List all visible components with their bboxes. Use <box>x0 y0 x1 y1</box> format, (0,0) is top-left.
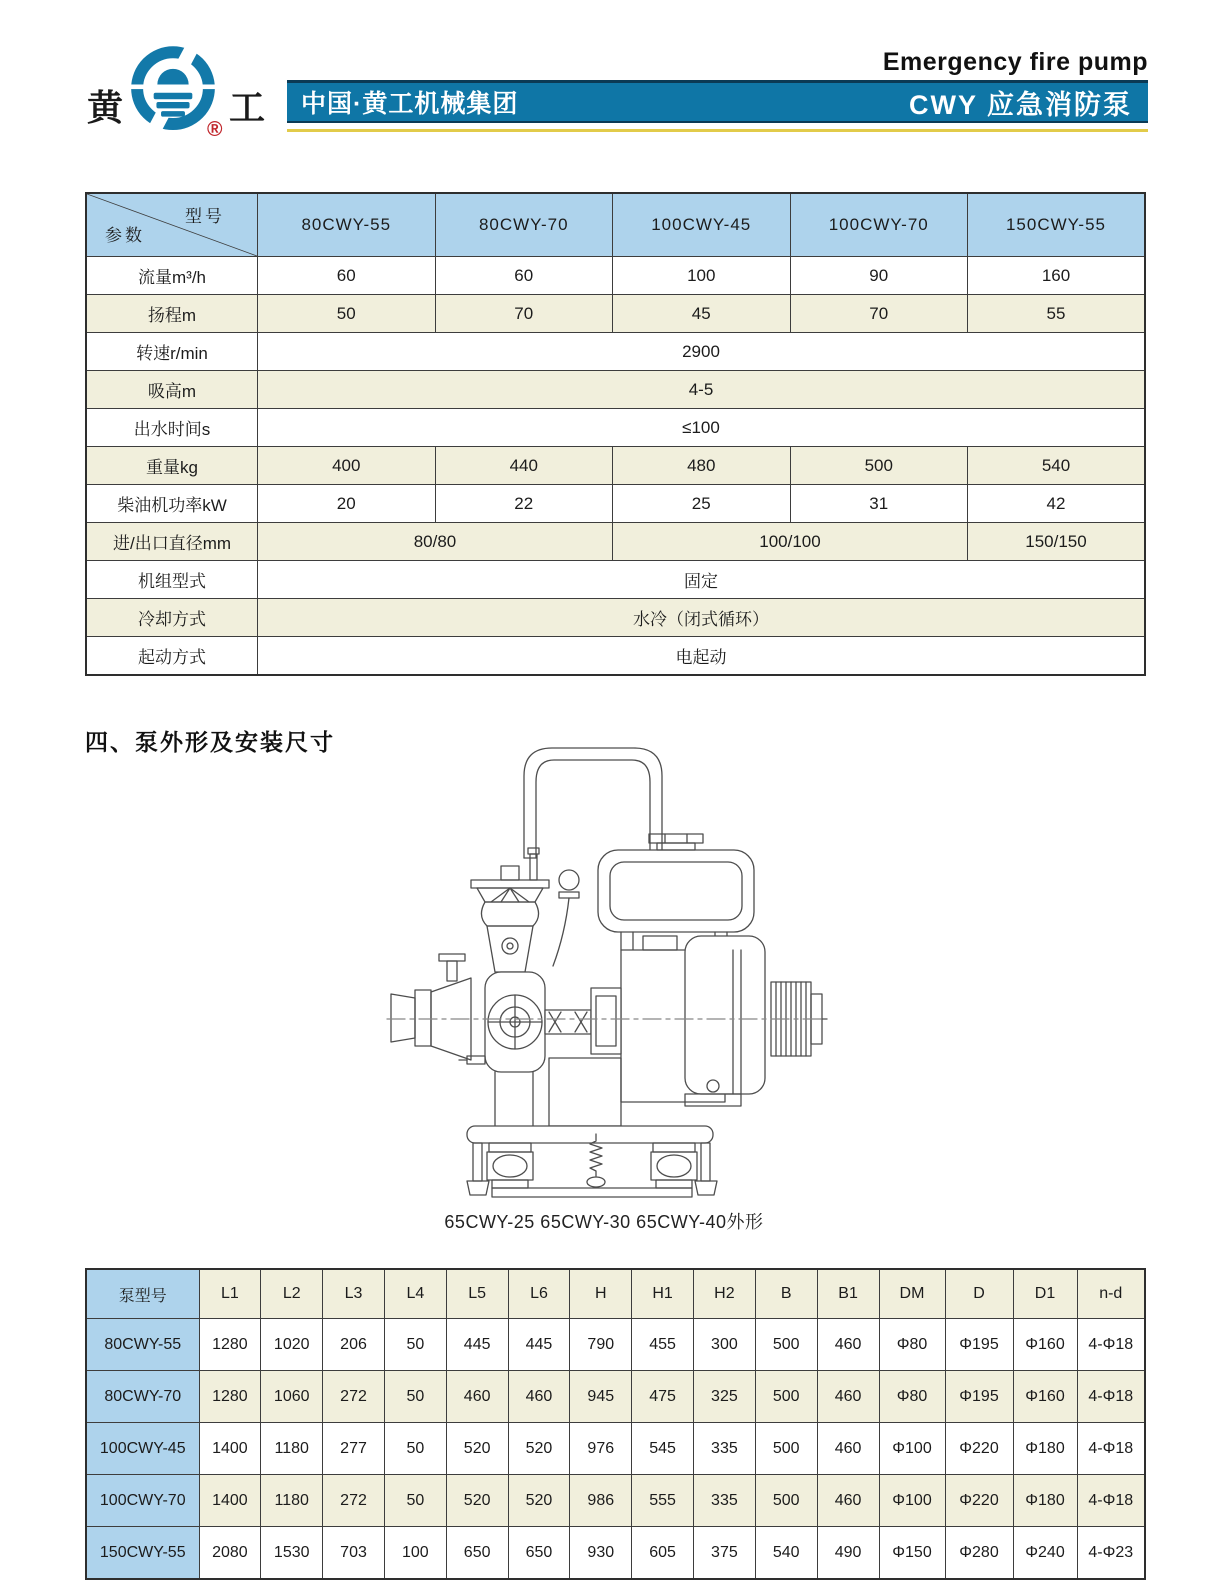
dims-value-cell: 1180 <box>261 1475 323 1527</box>
dims-value-cell: 455 <box>632 1319 694 1371</box>
spec-row-label: 转速r/min <box>86 333 258 371</box>
spec-row-label: 出水时间s <box>86 409 258 447</box>
spec-value-cell: 160 <box>968 257 1146 295</box>
dims-row <box>86 1475 1145 1527</box>
dims-col-header: B1 <box>817 1269 879 1319</box>
spec-row-label: 吸高m <box>86 371 258 409</box>
dims-value-cell: 555 <box>632 1475 694 1527</box>
dims-table-body <box>86 1319 1145 1580</box>
spec-row-label: 起动方式 <box>86 637 258 676</box>
corner-label-model: 型号 <box>185 207 225 226</box>
banner-company-name: 中国·黄工机械集团 <box>301 90 519 118</box>
spec-value-cell: 水冷（闭式循环） <box>258 599 1146 637</box>
spec-row <box>86 409 1145 447</box>
dims-value-cell: 986 <box>570 1475 632 1527</box>
spec-row <box>86 295 1145 333</box>
dims-value-cell: 325 <box>694 1371 756 1423</box>
dims-value-cell: 1530 <box>261 1527 323 1580</box>
dims-value-cell: Φ180 <box>1013 1475 1077 1527</box>
spec-value-cell: 500 <box>790 447 968 485</box>
dims-model-header: 泵型号 <box>86 1269 199 1319</box>
spec-value-cell: 90 <box>790 257 968 295</box>
dims-value-cell: 206 <box>323 1319 385 1371</box>
spec-header-row <box>86 193 1145 257</box>
dims-value-cell: 540 <box>755 1527 817 1580</box>
dims-value-cell: 976 <box>570 1423 632 1475</box>
dims-model-cell: 150CWY-55 <box>86 1527 199 1580</box>
drawing-caption: 65CWY-25 65CWY-30 65CWY-40外形 <box>444 1212 764 1232</box>
spec-value-cell: 20 <box>258 485 436 523</box>
dims-value-cell: Φ180 <box>1013 1423 1077 1475</box>
spec-value-cell: 固定 <box>258 561 1146 599</box>
banner-product-name: CWY 应急消防泵 <box>908 89 1132 120</box>
dims-col-header: L6 <box>508 1269 570 1319</box>
dims-value-cell: 545 <box>632 1423 694 1475</box>
dims-value-cell: 50 <box>384 1371 446 1423</box>
spec-row-label: 机组型式 <box>86 561 258 599</box>
spec-value-cell: 100 <box>613 257 791 295</box>
dims-value-cell: 445 <box>446 1319 508 1371</box>
dimensions-table <box>85 1268 1146 1580</box>
logo-right-char: 工 <box>229 87 266 128</box>
dims-col-header: L5 <box>446 1269 508 1319</box>
dims-value-cell: 50 <box>384 1475 446 1527</box>
dims-value-cell: 1400 <box>199 1423 261 1475</box>
dims-value-cell: 1180 <box>261 1423 323 1475</box>
dims-value-cell: 1280 <box>199 1371 261 1423</box>
spec-value-cell: 25 <box>613 485 791 523</box>
spec-row <box>86 561 1145 599</box>
spec-row <box>86 333 1145 371</box>
spec-table <box>85 192 1146 676</box>
dims-value-cell: 1060 <box>261 1371 323 1423</box>
dims-value-cell: 50 <box>384 1319 446 1371</box>
dims-value-cell: 520 <box>446 1475 508 1527</box>
dims-value-cell: 520 <box>446 1423 508 1475</box>
dims-value-cell: 490 <box>817 1527 879 1580</box>
logo-left-char: 黄 <box>87 87 124 128</box>
spec-value-cell: 70 <box>435 295 613 333</box>
dims-row <box>86 1371 1145 1423</box>
spec-value-cell: 4-5 <box>258 371 1146 409</box>
registered-trademark-icon: ® <box>207 118 223 141</box>
dims-value-cell: 2080 <box>199 1527 261 1580</box>
dims-value-cell: Φ100 <box>879 1475 945 1527</box>
dims-value-cell: 520 <box>508 1475 570 1527</box>
dims-value-cell: 277 <box>323 1423 385 1475</box>
dims-value-cell: 460 <box>817 1475 879 1527</box>
dims-col-header: L2 <box>261 1269 323 1319</box>
spec-value-cell: 60 <box>258 257 436 295</box>
dims-value-cell: 460 <box>508 1371 570 1423</box>
dims-col-header: n-d <box>1077 1269 1145 1319</box>
gold-divider <box>287 129 1148 132</box>
spec-value-cell: 22 <box>435 485 613 523</box>
dims-value-cell: 445 <box>508 1319 570 1371</box>
dims-value-cell: Φ160 <box>1013 1319 1077 1371</box>
dims-model-cell: 80CWY-70 <box>86 1371 199 1423</box>
dims-value-cell: Φ220 <box>945 1475 1013 1527</box>
dims-value-cell: 945 <box>570 1371 632 1423</box>
dims-value-cell: Φ195 <box>945 1319 1013 1371</box>
spec-row-label: 重量kg <box>86 447 258 485</box>
dims-value-cell: 4-Φ18 <box>1077 1371 1145 1423</box>
dims-header-row <box>86 1269 1145 1319</box>
dims-value-cell: 460 <box>446 1371 508 1423</box>
corner-label-param: 参数 <box>105 226 145 245</box>
dims-col-header: L1 <box>199 1269 261 1319</box>
dims-value-cell: 335 <box>694 1475 756 1527</box>
dims-col-header: D1 <box>1013 1269 1077 1319</box>
dims-value-cell: 335 <box>694 1423 756 1475</box>
dims-value-cell: 460 <box>817 1319 879 1371</box>
spec-row <box>86 447 1145 485</box>
dims-value-cell: Φ100 <box>879 1423 945 1475</box>
dims-value-cell: 272 <box>323 1371 385 1423</box>
spec-model-header: 80CWY-70 <box>435 193 613 257</box>
pump-outline-drawing <box>383 738 828 1200</box>
dims-value-cell: 272 <box>323 1475 385 1527</box>
spec-row <box>86 523 1145 561</box>
dims-value-cell: 4-Φ23 <box>1077 1527 1145 1580</box>
dims-value-cell: 703 <box>323 1527 385 1580</box>
dims-value-cell: Φ150 <box>879 1527 945 1580</box>
spec-value-cell: 电起动 <box>258 637 1146 676</box>
page-title-english: Emergency fire pump <box>882 48 1148 76</box>
dims-value-cell: 4-Φ18 <box>1077 1319 1145 1371</box>
spec-model-header: 100CWY-70 <box>790 193 968 257</box>
dims-value-cell: 375 <box>694 1527 756 1580</box>
spec-value-cell: 440 <box>435 447 613 485</box>
spec-row <box>86 637 1145 676</box>
dims-value-cell: 460 <box>817 1371 879 1423</box>
dims-value-cell: 50 <box>384 1423 446 1475</box>
dims-value-cell: Φ160 <box>1013 1371 1077 1423</box>
spec-row <box>86 599 1145 637</box>
dims-value-cell: Φ220 <box>945 1423 1013 1475</box>
spec-value-cell: 70 <box>790 295 968 333</box>
spec-value-cell: 31 <box>790 485 968 523</box>
dims-row <box>86 1423 1145 1475</box>
dims-value-cell: 1400 <box>199 1475 261 1527</box>
spec-row <box>86 371 1145 409</box>
dims-model-cell: 100CWY-70 <box>86 1475 199 1527</box>
spec-row <box>86 257 1145 295</box>
dims-row <box>86 1527 1145 1580</box>
spec-value-cell: 2900 <box>258 333 1146 371</box>
spec-model-header: 80CWY-55 <box>258 193 436 257</box>
dims-value-cell: 650 <box>508 1527 570 1580</box>
dims-value-cell: Φ195 <box>945 1371 1013 1423</box>
dims-col-header: L3 <box>323 1269 385 1319</box>
dims-value-cell: 650 <box>446 1527 508 1580</box>
spec-value-cell: 50 <box>258 295 436 333</box>
dims-col-header: DM <box>879 1269 945 1319</box>
dims-value-cell: 520 <box>508 1423 570 1475</box>
spec-value-cell: 150/150 <box>968 523 1146 561</box>
dims-value-cell: 300 <box>694 1319 756 1371</box>
dims-value-cell: 930 <box>570 1527 632 1580</box>
dims-value-cell: 100 <box>384 1527 446 1580</box>
spec-row-label: 进/出口直径mm <box>86 523 258 561</box>
dims-value-cell: Φ240 <box>1013 1527 1077 1580</box>
dims-col-header: H <box>570 1269 632 1319</box>
dims-model-cell: 100CWY-45 <box>86 1423 199 1475</box>
dims-col-header: L4 <box>384 1269 446 1319</box>
dims-value-cell: 500 <box>755 1319 817 1371</box>
spec-value-cell: ≤100 <box>258 409 1146 447</box>
spec-value-cell: 60 <box>435 257 613 295</box>
spec-value-cell: 42 <box>968 485 1146 523</box>
dims-col-header: D <box>945 1269 1013 1319</box>
spec-value-cell: 540 <box>968 447 1146 485</box>
dims-value-cell: Φ80 <box>879 1319 945 1371</box>
dims-value-cell: 460 <box>817 1423 879 1475</box>
dims-model-cell: 80CWY-55 <box>86 1319 199 1371</box>
spec-value-cell: 55 <box>968 295 1146 333</box>
dims-value-cell: 790 <box>570 1319 632 1371</box>
dims-value-cell: 1020 <box>261 1319 323 1371</box>
logo-emblem-icon <box>127 38 219 142</box>
dims-value-cell: 475 <box>632 1371 694 1423</box>
dims-col-header: H2 <box>694 1269 756 1319</box>
dims-value-cell: 4-Φ18 <box>1077 1475 1145 1527</box>
spec-row-label: 扬程m <box>86 295 258 333</box>
header-banner <box>287 80 1148 123</box>
dims-col-header: B <box>755 1269 817 1319</box>
spec-model-header: 150CWY-55 <box>968 193 1146 257</box>
dims-value-cell: Φ280 <box>945 1527 1013 1580</box>
dims-value-cell: Φ80 <box>879 1371 945 1423</box>
spec-model-header: 100CWY-45 <box>613 193 791 257</box>
section-title: 四、泵外形及安装尺寸 <box>85 729 335 755</box>
dims-value-cell: 500 <box>755 1371 817 1423</box>
spec-row <box>86 485 1145 523</box>
dims-value-cell: 1280 <box>199 1319 261 1371</box>
spec-value-cell: 400 <box>258 447 436 485</box>
spec-corner-cell <box>86 193 258 257</box>
dims-value-cell: 500 <box>755 1475 817 1527</box>
dims-col-header: H1 <box>632 1269 694 1319</box>
dims-value-cell: 605 <box>632 1527 694 1580</box>
dims-value-cell: 500 <box>755 1423 817 1475</box>
spec-value-cell: 80/80 <box>258 523 613 561</box>
dims-value-cell: 4-Φ18 <box>1077 1423 1145 1475</box>
spec-row-label: 流量m³/h <box>86 257 258 295</box>
spec-value-cell: 480 <box>613 447 791 485</box>
spec-value-cell: 100/100 <box>613 523 968 561</box>
spec-row-label: 冷却方式 <box>86 599 258 637</box>
dims-row <box>86 1319 1145 1371</box>
spec-row-label: 柴油机功率kW <box>86 485 258 523</box>
spec-value-cell: 45 <box>613 295 791 333</box>
spec-table-body <box>86 257 1145 676</box>
